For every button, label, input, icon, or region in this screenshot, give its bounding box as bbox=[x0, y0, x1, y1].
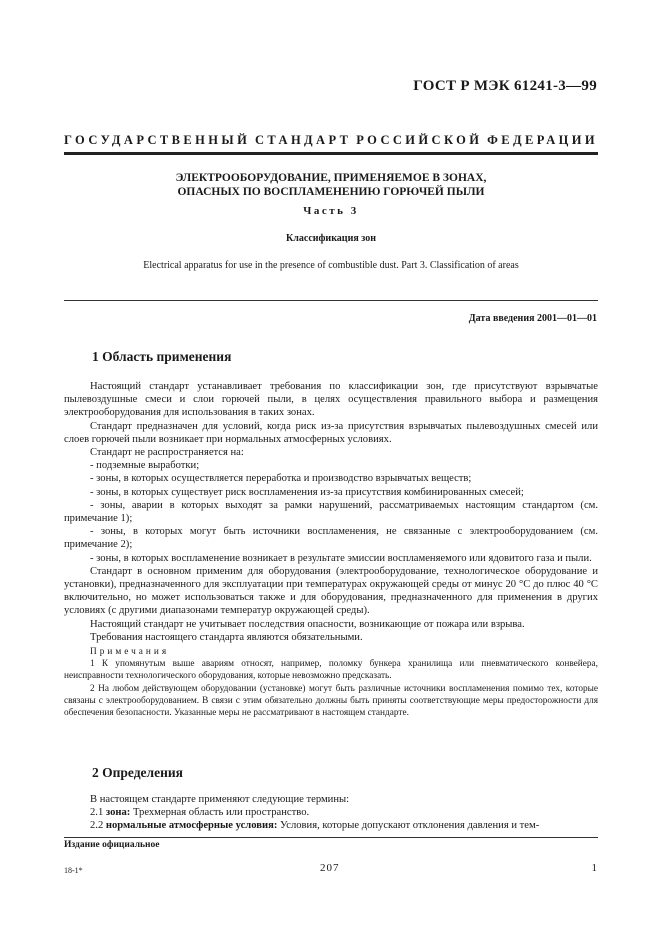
list-item: - подземные выработки; bbox=[90, 460, 200, 472]
list-item: - зоны, в которых осуществляется переработка и производство взрывчатых веществ; bbox=[90, 473, 472, 485]
definition-item bbox=[64, 806, 598, 819]
definition-text: Условия, которые допускают отклонения давления и тем- bbox=[277, 820, 540, 832]
definition-number: 2.2 bbox=[90, 820, 106, 832]
list-item: - зоны, в которых могут быть источники воспламенения, не связанные с электрооборудованием (см. примечание 2); bbox=[64, 526, 598, 551]
paragraph: Стандарт в основном применим для оборудования (электрооборудование, технологическое оборудование и установки), предназначенного для эксплуатации при температурах окружающей среды от минус 20 °С до плюс 40 °С включительно, но может использоваться также и для оборудования, предназначенного для применения в других условиях (с другими диапазонами температур окружающей среды). bbox=[64, 565, 598, 617]
banner-word: СТАНДАРТ bbox=[254, 133, 352, 147]
definition-number: 2.1 bbox=[90, 807, 106, 819]
header-rule bbox=[64, 152, 598, 155]
list-item: - зоны, в которых воспламенение возникает в результате эмиссии воспламеняемого или ядовитого газа и пыли. bbox=[90, 552, 592, 564]
document-title bbox=[64, 171, 598, 199]
footer-rule bbox=[64, 837, 598, 838]
definition-item bbox=[64, 819, 598, 832]
page-number-right: 1 bbox=[591, 862, 597, 874]
document-number: ГОСТ Р МЭК 61241-3—99 bbox=[413, 78, 597, 94]
list-item: - зоны, аварии в которых выходят за рамки нарушений, рассматриваемых настоящим стандартом (см. примечание 1); bbox=[64, 499, 598, 525]
list-item: - зоны, в которых существует риск воспламенения из-за присутствия комбинированных смесей; bbox=[90, 486, 524, 498]
section-1-heading: 1 Область применения bbox=[92, 349, 232, 364]
title-line-1: ЭЛЕКТРООБОРУДОВАНИЕ, ПРИМЕНЯЕМОЕ В ЗОНАХ, bbox=[175, 172, 487, 184]
print-code: 18-1* bbox=[64, 866, 83, 875]
introduction-date: Дата введения 2001—01—01 bbox=[468, 313, 597, 324]
banner-word: ГОСУДАРСТВЕННЫЙ bbox=[64, 133, 251, 147]
title-rule bbox=[64, 300, 598, 301]
paragraph: В настоящем стандарте применяют следующие термины: bbox=[90, 794, 350, 805]
paragraph: Требования настоящего стандарта являются обязательными. bbox=[90, 631, 363, 643]
section-1-body bbox=[64, 380, 598, 719]
paragraph: Стандарт не распространяется на: bbox=[90, 447, 244, 459]
state-standard-banner bbox=[64, 133, 598, 148]
english-title: Electrical apparatus for use in the presence of combustible dust. Part 3. Classification of areas bbox=[143, 260, 519, 271]
section-2-heading: 2 Определения bbox=[92, 765, 183, 780]
paragraph: Настоящий стандарт устанавливает требования по классификации зон, где присутствуют взрывчатые пылевоздушные смеси и слои горючей пыли, в целях осуществления правильного выбора и размещения электрооборудования для использования в таких зонах. bbox=[64, 381, 598, 419]
paragraph: Настоящий стандарт не учитывает последствия опасности, возникающие от пожара или взрыва. bbox=[90, 618, 525, 630]
banner-word: РОССИЙСКОЙ bbox=[356, 133, 483, 147]
note: 2 На любом действующем оборудовании (установке) могут быть различные источники воспламенения помимо тех, которые связаны с электрооборудованием. В связи с этим обязательно должны быть приняты соответствующие меры предосторожности для обеспечения безопасности. Указанные меры не рассматривают в настоящем стандарте. bbox=[64, 683, 598, 719]
document-subtitle: Классификация зон bbox=[286, 233, 376, 244]
official-edition-label: Издание официальное bbox=[64, 840, 160, 850]
title-line-2: ОПАСНЫХ ПО ВОСПЛАМЕНЕНИЮ ГОРЮЧЕЙ ПЫЛИ bbox=[177, 186, 485, 198]
note: 1 К упомянутым выше авариям относят, например, поломку бункера хранилища или пневматического конвейера, неисправности технологического оборудования, которые невозможно предсказать. bbox=[64, 659, 598, 682]
section-2-body bbox=[64, 793, 598, 833]
part-label: Часть 3 bbox=[303, 205, 359, 217]
definition-text: Трехмерная область или пространство. bbox=[130, 807, 310, 819]
banner-word: ФЕДЕРАЦИИ bbox=[487, 133, 598, 147]
definition-term: нормальные атмосферные условия: bbox=[105, 820, 278, 832]
paragraph: Стандарт предназначен для условий, когда риск из-за присутствия взрывчатых пылевоздушных смесей или слоев горючей пыли возникает при нормальных атмосферных условиях. bbox=[64, 420, 598, 445]
definition-term: зона: bbox=[105, 807, 131, 819]
page-number-center: 207 bbox=[320, 862, 340, 874]
notes-label: Примечания bbox=[90, 647, 170, 658]
